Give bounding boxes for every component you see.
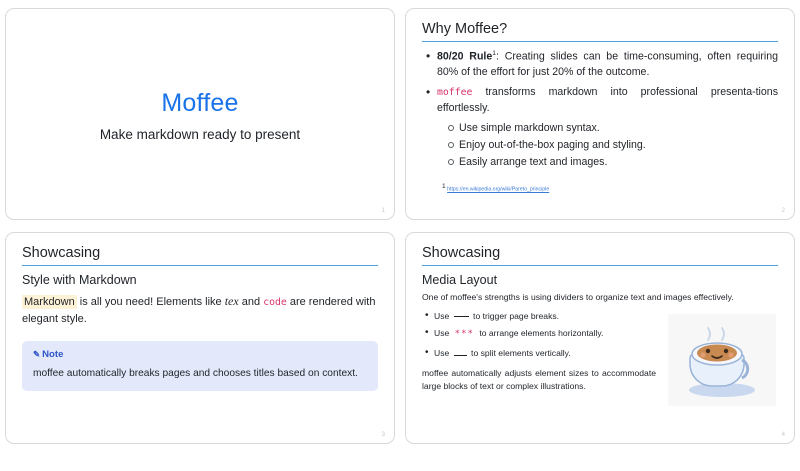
note-callout [22, 341, 378, 391]
list-text: to arrange elements horizontally. [476, 328, 604, 339]
highlighted-text: Markdown [24, 296, 75, 308]
slide-subheading: Style with Markdown [22, 273, 137, 287]
footnote-mark: 1 [442, 183, 446, 191]
list-item [434, 327, 656, 341]
bullet-text: : Creating slides can be time-consuming, often requiring 80% of the effort for just 20% of the outcome. [437, 50, 778, 78]
sub-bullet-list [437, 120, 778, 171]
paragraph-text: is all you need! Elements like [76, 296, 225, 308]
paragraph-text: are rendered with elegant style. [22, 296, 376, 326]
list-item: Use simple markdown syntax. [459, 120, 778, 137]
bullet-list [422, 49, 778, 171]
pencil-icon: ✎ [33, 349, 41, 360]
text-column [422, 310, 656, 406]
page-number: 1 [381, 208, 385, 214]
slide-4[interactable] [405, 232, 795, 444]
slide-3[interactable] [5, 232, 395, 444]
list-text: Use [434, 328, 452, 339]
slide-2[interactable] [405, 8, 795, 220]
slide-heading: Showcasing [22, 245, 378, 266]
note-title-row [33, 349, 367, 360]
asterisks-glyph: *** [454, 329, 474, 340]
slide-heading: Why Moffee? [422, 21, 778, 42]
two-column-layout [422, 310, 778, 406]
footnote [422, 183, 778, 193]
list-item [437, 49, 778, 80]
list-text: Use [434, 311, 452, 321]
bullet-strong: 80/20 Rule [437, 50, 493, 63]
bullet-list [422, 310, 656, 359]
page-number: 2 [781, 208, 785, 214]
coffee-cup-illustration [668, 314, 776, 406]
page-subtitle: Make markdown ready to present [99, 126, 301, 142]
slide-subheading: Media Layout [422, 273, 498, 287]
coffee-cup-icon [674, 320, 770, 400]
page-number: 3 [381, 432, 385, 438]
paragraph-text: and [238, 296, 264, 308]
body-paragraph: moffee automatically adjusts element sizes to accommodate large blocks of text or complex illustrations. [422, 367, 656, 392]
footnote-link[interactable]: https://en.wikipedia.org/wiki/Pareto_principle [447, 187, 550, 194]
list-text: to split elements vertically. [468, 347, 571, 358]
note-title: Note [42, 349, 64, 361]
footnote-ref: 1 [492, 50, 496, 57]
page-number: 4 [781, 432, 785, 438]
list-text: Use [434, 347, 452, 358]
slide-heading: Showcasing [422, 245, 778, 266]
horizontal-rule-glyph [454, 316, 469, 317]
list-item [434, 310, 656, 322]
list-text: to trigger page breaks. [470, 311, 560, 321]
bullet-text: transforms markdown into professional presenta-tions effortlessly. [437, 86, 778, 114]
list-item: Enjoy out-of-the-box paging and styling. [459, 137, 778, 154]
inline-code: code [263, 297, 287, 308]
list-item [437, 85, 778, 171]
list-item: Easily arrange text and images. [459, 154, 778, 171]
list-item [434, 347, 656, 359]
slide-1[interactable] [5, 8, 395, 220]
underscore-glyph [454, 355, 467, 356]
image-column [666, 310, 778, 406]
intro-paragraph: One of moffee's strengths is using dividers to organize text and images effectively. [422, 292, 734, 302]
note-body: moffee automatically breaks pages and chooses titles based on context. [33, 368, 358, 380]
body-paragraph [22, 292, 378, 328]
inline-code: moffee [437, 87, 473, 99]
page-title: Moffee [161, 88, 239, 117]
tex-sample: tex [224, 294, 239, 308]
